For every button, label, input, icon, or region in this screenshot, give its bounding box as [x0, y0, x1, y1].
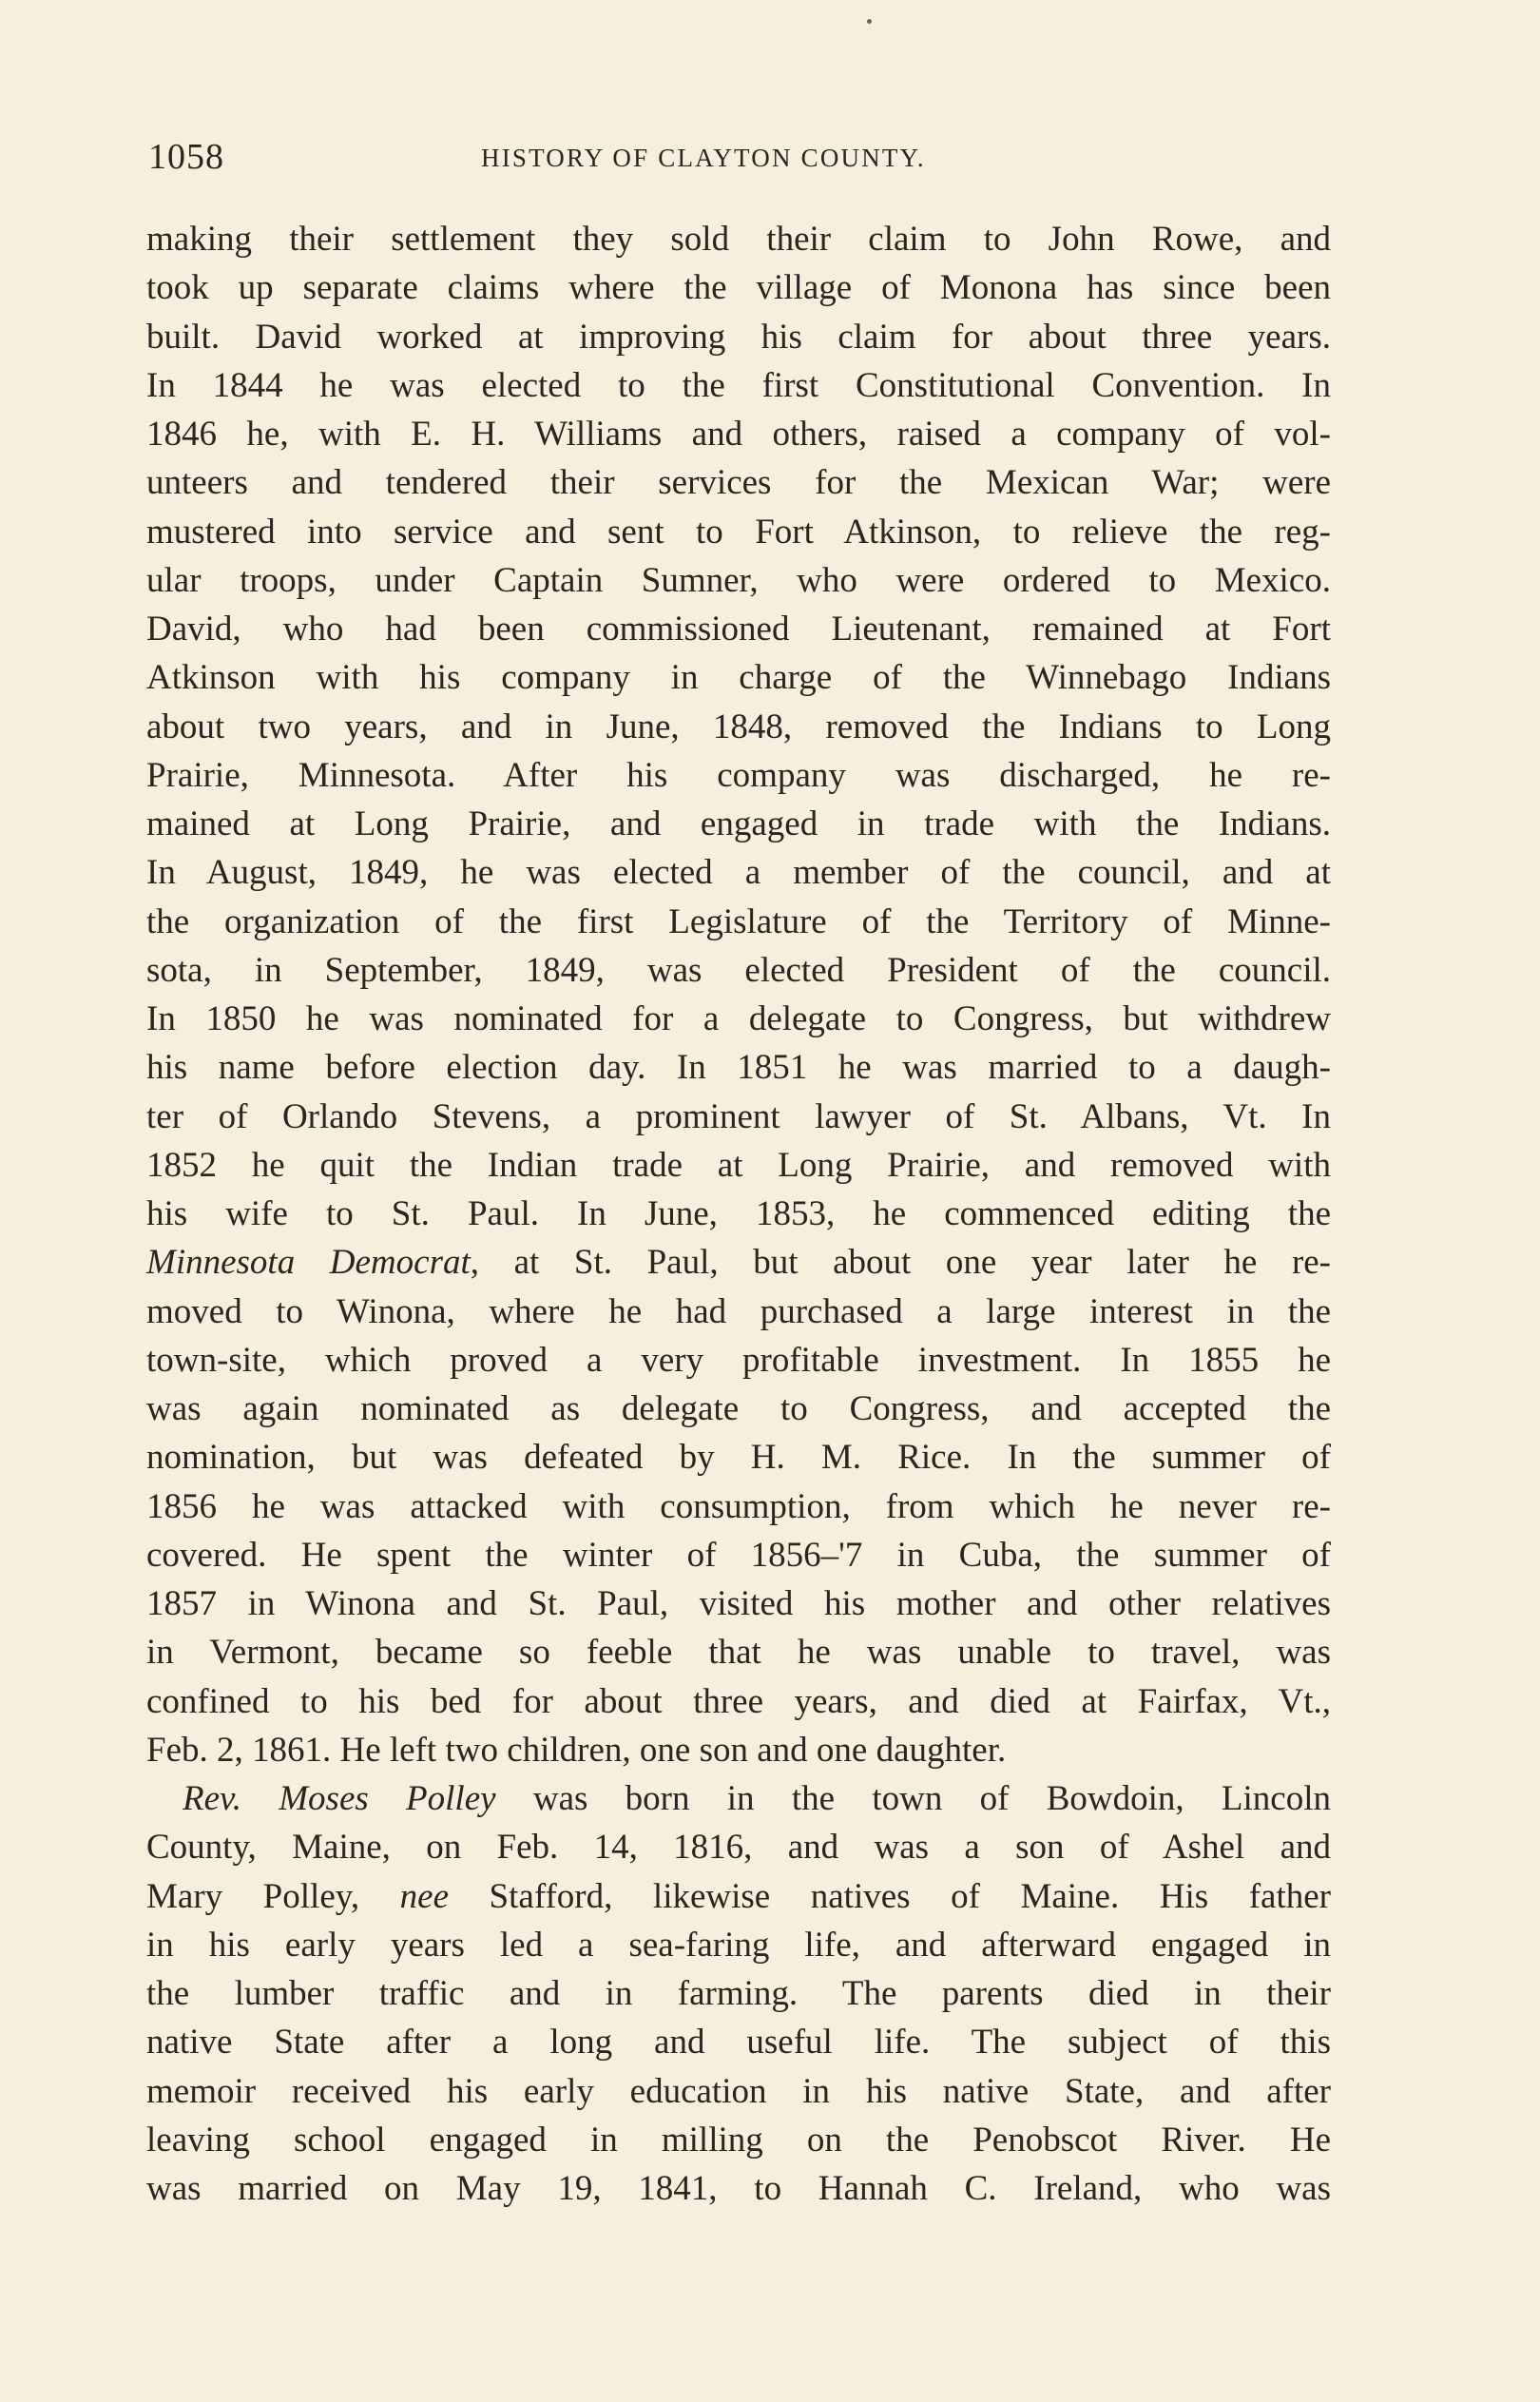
text-line: leaving school engaged in milling on the Penobscot River. He: [146, 2120, 1331, 2160]
text-line: ular troops, under Captain Sumner, who were ordered to Mexico.: [146, 560, 1331, 600]
text-fragment: was born in the town of Bowdoin, Lincoln: [495, 1779, 1331, 1818]
text-line: mained at Long Prairie, and engaged in trade with the Indians.: [146, 804, 1331, 843]
text-line: covered. He spent the winter of 1856–'7 in Cuba, the summer of: [146, 1535, 1331, 1575]
text-line: David, who had been commissioned Lieutenant, remained at Fort: [146, 610, 1331, 649]
text-line: his name before election day. In 1851 he was married to a daugh-: [146, 1048, 1331, 1088]
nee-word: nee: [399, 1876, 449, 1916]
text-line: In 1844 he was elected to the first Constitutional Convention. In: [146, 365, 1331, 405]
running-title: HISTORY OF CLAYTON COUNTY.: [481, 144, 926, 172]
text-line: [146, 1238, 1331, 1287]
text-line: County, Maine, on Feb. 14, 1816, and was a son of Ashel and: [146, 1828, 1331, 1868]
body-text: [146, 215, 1331, 2213]
text-line: sota, in September, 1849, was elected President of the council.: [146, 950, 1331, 990]
newspaper-title: Minnesota Democrat: [146, 1243, 471, 1283]
text-line: unteers and tendered their services for the Mexican War; were: [146, 463, 1331, 503]
text-fragment: Stafford, likewise natives of Maine. His father: [449, 1876, 1331, 1916]
text-line: In August, 1849, he was elected a member of the council, and at: [146, 853, 1331, 893]
text-line: in his early years led a sea-faring life, and afterward engaged in: [146, 1925, 1331, 1965]
text-line: Prairie, Minnesota. After his company was discharged, he re-: [146, 755, 1331, 795]
text-line: In 1850 he was nominated for a delegate to Congress, but withdrew: [146, 999, 1331, 1038]
text-line: town-site, which proved a very profitable investment. In 1855 he: [146, 1340, 1331, 1380]
text-line: Atkinson with his company in charge of the Winnebago Indians: [146, 658, 1331, 698]
text-line: memoir received his early education in his native State, and after: [146, 2071, 1331, 2111]
subject-name: Rev. Moses Polley: [183, 1779, 496, 1818]
text-line: mustered into service and sent to Fort Atkinson, to relieve the reg-: [146, 512, 1331, 552]
running-head: [148, 136, 1332, 182]
text-line: the organization of the first Legislature of the Territory of Minne-: [146, 901, 1331, 941]
text-line: was again nominated as delegate to Congress, and accepted the: [146, 1389, 1331, 1428]
text-line: [146, 1774, 1331, 1823]
text-line: confined to his bed for about three years, and died at Fairfax, Vt.,: [146, 1681, 1331, 1721]
text-line: making their settlement they sold their claim to John Rowe, and: [146, 220, 1331, 259]
text-line: native State after a long and useful life. The subject of this: [146, 2023, 1331, 2063]
text-fragment: Mary Polley,: [146, 1876, 400, 1916]
text-line: ter of Orlando Stevens, a prominent lawyer of St. Albans, Vt. In: [146, 1096, 1331, 1136]
text-line: [146, 1872, 1331, 1921]
text-line: 1852 he quit the Indian trade at Long Prairie, and removed with: [146, 1145, 1331, 1185]
text-line: in Vermont, became so feeble that he was unable to travel, was: [146, 1633, 1331, 1673]
text-line: about two years, and in June, 1848, removed the Indians to Long: [146, 707, 1331, 746]
text-line: took up separate claims where the village of Monona has since been: [146, 268, 1331, 308]
text-line: moved to Winona, where he had purchased a large interest in the: [146, 1291, 1331, 1331]
page-number: 1058: [148, 137, 224, 177]
text-line: Feb. 2, 1861. He left two children, one son and one daughter.: [146, 1730, 1007, 1770]
text-fragment: , at St. Paul, but about one year later he re-: [470, 1243, 1332, 1283]
ink-speck: [867, 19, 872, 24]
text-line: 1846 he, with E. H. Williams and others, raised a company of vol-: [146, 415, 1331, 454]
text-line: his wife to St. Paul. In June, 1853, he commenced editing the: [146, 1194, 1331, 1233]
text-line: 1857 in Winona and St. Paul, visited his mother and other relatives: [146, 1584, 1331, 1623]
text-line: built. David worked at improving his claim for about three years.: [146, 317, 1331, 357]
text-line: nomination, but was defeated by H. M. Rice. In the summer of: [146, 1438, 1331, 1478]
text-line: the lumber traffic and in farming. The parents died in their: [146, 1974, 1331, 2013]
text-line: was married on May 19, 1841, to Hannah C. Ireland, who was: [146, 2169, 1331, 2208]
text-line: 1856 he was attacked with consumption, from which he never re-: [146, 1486, 1331, 1526]
